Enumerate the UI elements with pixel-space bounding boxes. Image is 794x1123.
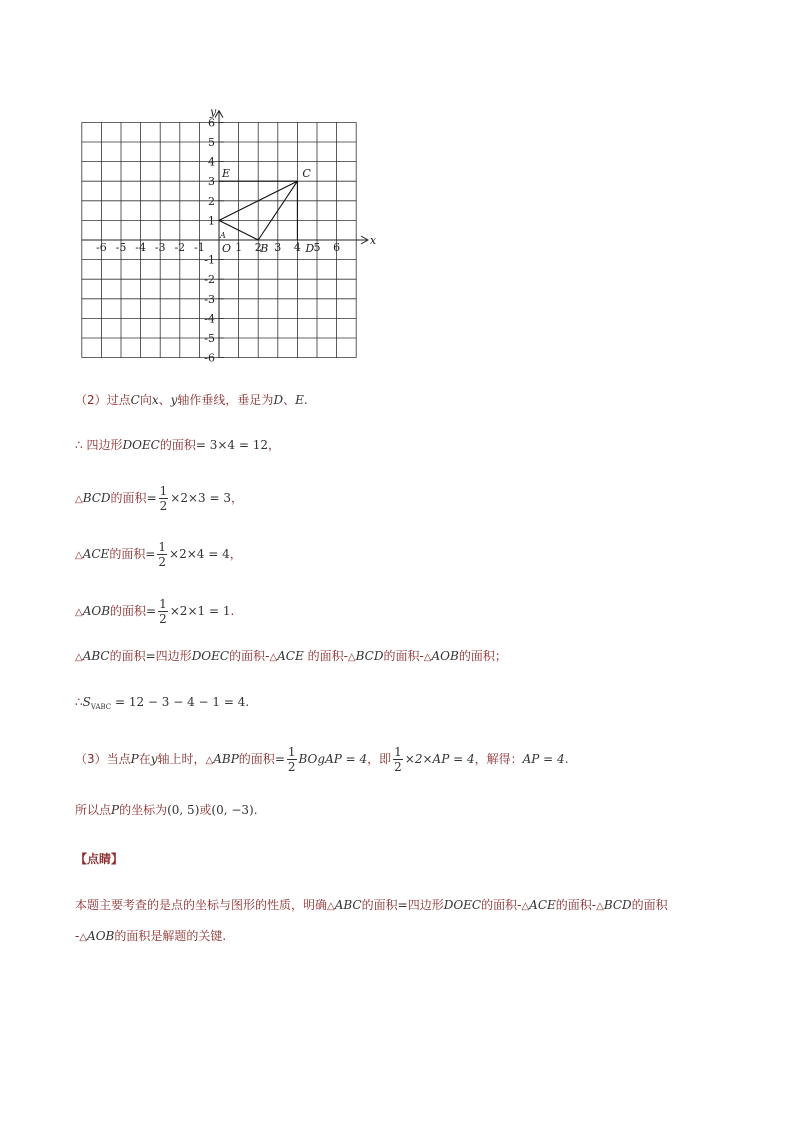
math-DOEC: DOEC (443, 898, 482, 912)
part2-line4 (75, 540, 242, 569)
S-letter: S (82, 695, 91, 709)
text: 的面积- (555, 898, 597, 912)
math-expr: ×2×1 = 1 (169, 604, 231, 618)
math-C: C (130, 393, 140, 407)
numerator: 1 (158, 540, 167, 554)
part2-line3 (75, 484, 243, 513)
y-tick-label: 4 (208, 155, 215, 169)
x-tick-label: 6 (333, 241, 341, 254)
math-ABC: ABC (334, 898, 362, 912)
part2-line5 (75, 597, 234, 626)
y-tick-label: 1 (208, 214, 215, 228)
math-BCD: BCD (82, 491, 111, 505)
fraction (159, 484, 169, 513)
math-S (83, 695, 112, 709)
text: （2）过点 (75, 393, 131, 407)
math-expr: ×2×4 = 4 (169, 547, 230, 561)
math-eq: = (274, 752, 285, 766)
text: ， (230, 491, 243, 505)
x-tick-label: -2 (174, 241, 186, 254)
y-tick-label: -1 (204, 253, 215, 267)
x-tick-label: 4 (293, 241, 301, 254)
math-E: E (295, 393, 304, 407)
y-axis-label: y (210, 105, 217, 119)
x-axis-label: x (369, 234, 377, 247)
text: ，解得： (474, 752, 523, 766)
x-tick-label: 5 (313, 241, 321, 254)
math-eq: = (146, 491, 157, 505)
x-tick-label: 2 (254, 241, 262, 254)
y-tick-label: -3 (204, 292, 215, 306)
math-x: x (151, 393, 159, 407)
part2-line2 (75, 436, 280, 454)
text: （3）当点 (75, 752, 131, 766)
point-label-B: B (260, 242, 269, 255)
math-P: P (111, 803, 120, 817)
text: 的面积 (361, 898, 398, 912)
text: 向 (139, 393, 152, 407)
numerator: 1 (159, 597, 167, 611)
text: 的面积是解题的关键. (114, 929, 227, 943)
math-answer: AP = 4 (522, 752, 565, 766)
text: 的面积 (631, 898, 668, 912)
text: ∴ 四边形 (75, 438, 123, 452)
text: 或 (199, 803, 212, 817)
math-ABC: ABC (82, 649, 110, 663)
triangle-symbol: △ (327, 901, 335, 912)
math-expr: ×2×3 = 3 (170, 491, 231, 505)
coordinate-grid-figure (60, 96, 390, 371)
math-AOB: AOB (87, 929, 115, 943)
math-eq: = (145, 649, 156, 663)
triangle-symbol: △ (423, 652, 432, 663)
part2-line7 (75, 693, 249, 716)
text: 四边形 (155, 649, 192, 663)
y-tick-label: -5 (204, 332, 215, 345)
y-tick-label: -6 (204, 351, 215, 365)
math-y: y (170, 393, 178, 407)
comment-heading: 【点睛】 (75, 852, 124, 866)
math-D: D (273, 393, 284, 407)
y-tick-label: 5 (208, 136, 215, 149)
triangle-symbol: △ (521, 901, 530, 912)
text: . (245, 695, 250, 709)
text: 的坐标为 (119, 803, 168, 817)
text: 在 (138, 752, 151, 766)
y-tick-label: -2 (204, 273, 215, 287)
text: 的面积- (303, 649, 348, 663)
numerator: 1 (394, 745, 402, 759)
x-tick-label: -6 (96, 241, 107, 254)
triangle-symbol: △ (75, 652, 83, 663)
math-expr: = 12 − 3 − 4 − 1 = 4 (111, 695, 246, 709)
text: 、 (283, 393, 296, 407)
triangle-symbol: △ (596, 901, 604, 912)
fraction (158, 597, 168, 626)
fraction (287, 745, 297, 774)
math-eq: = (146, 604, 157, 618)
triangle-symbol: △ (75, 607, 83, 618)
math-AOB: AOB (431, 649, 459, 663)
triangle-symbol: △ (75, 494, 83, 505)
denominator: 2 (394, 760, 402, 774)
origin-label: O (222, 242, 232, 255)
text: 、 (158, 393, 171, 407)
triangle-symbol: △ (347, 652, 356, 663)
x-tick-label: -3 (154, 241, 166, 254)
math-DOEC: DOEC (191, 649, 230, 663)
denominator: 2 (287, 760, 296, 774)
comment-line1 (75, 896, 668, 916)
math-DOEC: DOEC (122, 438, 160, 452)
text: - (75, 929, 80, 943)
text: 本题主要考查的是点的坐标与图形的性质，明确 (75, 898, 328, 912)
math-ABP: ABP (213, 752, 239, 766)
math-ACE: ACE (82, 547, 110, 561)
math-BCD: BCD (355, 649, 384, 663)
fraction (157, 540, 167, 569)
math-BCD: BCD (603, 898, 632, 912)
y-tick-label: 2 (208, 194, 215, 208)
math-expr: BOgAP = 4 (298, 752, 368, 766)
text: ， (268, 438, 281, 452)
axes (82, 106, 377, 358)
point-label-C: C (302, 167, 311, 181)
text: 四边形 (407, 898, 444, 912)
x-tick-label: -1 (194, 241, 205, 254)
text: 的面积- (383, 649, 424, 663)
text: 的面积 (109, 547, 146, 561)
triangle-symbol: △ (269, 652, 278, 663)
part2-line1 (75, 391, 308, 409)
x-tick-label: -5 (115, 241, 127, 254)
math-y: y (150, 752, 158, 766)
text: 的面积 (238, 752, 275, 766)
text: 的面积； (458, 649, 507, 663)
coordinate-1: (0, 5) (167, 803, 200, 817)
triangle-symbol: △ (75, 550, 83, 561)
therefore-symbol: ∴ (75, 695, 83, 709)
triangle-symbol: △ (79, 932, 88, 943)
text: ， (229, 547, 242, 561)
text: ，即 (367, 752, 392, 766)
text: . (253, 803, 258, 817)
math-eq: = (145, 547, 156, 561)
fraction (393, 745, 403, 774)
numerator: 1 (159, 484, 168, 498)
math-expr: = 3×4 = 12 (195, 438, 269, 452)
math-P: P (130, 752, 139, 766)
point-label-D: D (305, 242, 315, 255)
math-ACE: ACE (277, 649, 304, 663)
comment-line2 (75, 927, 226, 947)
triangle-symbol: △ (205, 755, 214, 766)
math-AOB: AOB (82, 604, 111, 618)
x-tick-label: -4 (135, 241, 146, 254)
text: 的面积 (110, 604, 147, 618)
point-label-A: A (220, 231, 226, 240)
part3-line2 (75, 801, 258, 819)
text: . (230, 604, 235, 618)
text: 的面积 (109, 649, 146, 663)
y-tick-label: 3 (208, 175, 215, 189)
numerator: 1 (287, 745, 296, 759)
denominator: 2 (159, 612, 167, 626)
text: . (564, 752, 569, 766)
S-subscript: VABC (90, 703, 112, 711)
denominator: 2 (158, 555, 167, 569)
point-label-E: E (222, 167, 231, 181)
part2-line6 (75, 647, 507, 667)
text: 的面积 (110, 491, 147, 505)
y-tick-label: -4 (204, 312, 215, 326)
x-tick-label: 1 (235, 241, 243, 254)
text: 的面积 (159, 438, 196, 452)
math-ACE: ACE (529, 898, 556, 912)
part3-line1 (75, 745, 569, 774)
x-tick-label: 3 (274, 241, 282, 254)
text: 的面积- (229, 649, 270, 663)
text: 的面积- (481, 898, 522, 912)
y-tick-label: 6 (208, 116, 215, 130)
math-expr: ×2×AP = 4 (404, 752, 475, 766)
math-eq: = (397, 898, 408, 912)
text: 轴作垂线，垂足为 (177, 393, 274, 407)
text: 所以点 (75, 803, 112, 817)
text: 轴上时， (157, 752, 206, 766)
coordinate-2: (0, −3) (211, 803, 254, 817)
text: . (303, 393, 308, 407)
denominator: 2 (159, 499, 168, 513)
